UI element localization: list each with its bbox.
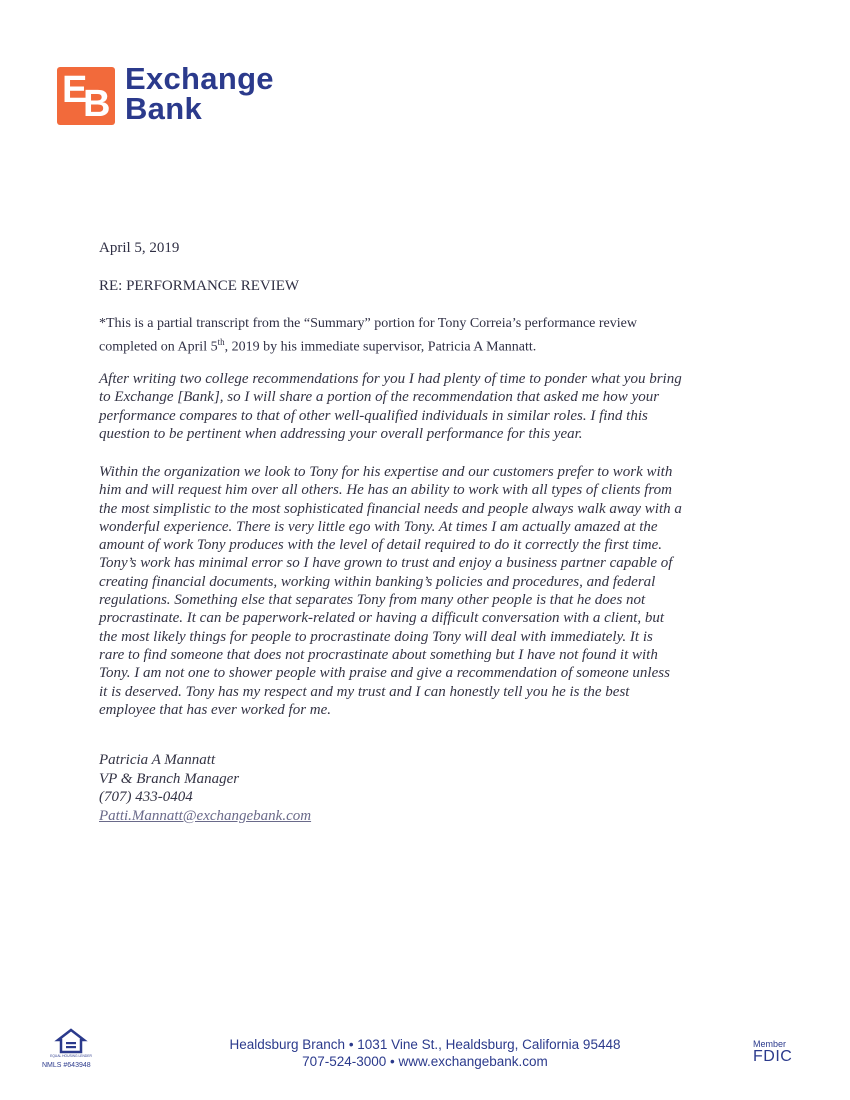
- signer-name: Patricia A Mannatt: [99, 752, 216, 768]
- paragraph-line: question to be pertinent when addressing your overall performance for this year.: [99, 425, 583, 442]
- paragraph-line: it is deserved. Tony has my respect and my trust and I can honestly tell you he is the best: [99, 683, 630, 700]
- footer-contact-line: 707-524-3000 • www.exchangebank.com: [302, 1054, 548, 1069]
- paragraph-line: amount of work Tony produces with the level of detail required to do it correctly the first time.: [99, 537, 662, 554]
- signature-block: [99, 751, 311, 825]
- signer-phone: (707) 433-0404: [99, 789, 193, 805]
- paragraph-line: After writing two college recommendations for you I had plenty of time to ponder what you bring: [99, 371, 682, 387]
- paragraph-line: rare to find someone that does not procrastinate about something but I have not found it with: [99, 646, 658, 663]
- signer-title: VP & Branch Manager: [99, 770, 240, 787]
- paragraph-line: Tony. I am not one to shower people with praise and give a recommendation of someone unless: [99, 665, 670, 682]
- fdic-member-label: Member: [753, 1039, 787, 1049]
- paragraph-line: creating financial documents, working within banking’s policies and procedures, and federal: [99, 573, 656, 590]
- letter-subject: RE: PERFORMANCE REVIEW: [99, 278, 300, 294]
- fdic-label: FDIC: [753, 1048, 793, 1065]
- paragraph-line: the most simplistic to the most sophisticated financial needs and people always walk away with a: [99, 500, 682, 517]
- nmls-number: NMLS #643948: [42, 1062, 91, 1069]
- paragraph-line: wonderful experience. There is very little ego with Tony. At times I am actually amazed at the: [99, 518, 658, 535]
- letter-date: April 5, 2019: [99, 240, 180, 256]
- paragraph-line: Within the organization we look to Tony for his expertise and our customers prefer to work with: [99, 464, 673, 480]
- footer-address: [0, 1036, 850, 1070]
- paragraph-line: to Exchange [Bank], so I will share a portion of the recommendation that asked me how your: [99, 389, 660, 406]
- transcript-note: [99, 315, 637, 357]
- paragraph-1: [99, 370, 682, 443]
- paragraph-line: him and will request him over all others. He has an ability to work with all types of clients from: [99, 482, 673, 499]
- note-line: *This is a partial transcript from the “Summary” portion for Tony Correia’s performance review: [99, 316, 637, 331]
- paragraph-line: performance compares to that of other well-qualified individuals in similar roles. I find this: [99, 407, 648, 424]
- paragraph-line: Tony’s work has minimal error so I have grown to trust and enjoy a business partner capable of: [99, 555, 673, 572]
- eb-badge-icon: [57, 67, 115, 125]
- logo-line-2: Bank: [125, 91, 203, 126]
- logo-wordmark: [125, 61, 274, 126]
- logo-line-1: Exchange: [125, 61, 274, 96]
- paragraph-line: procrastinate. It can be paperwork-related or having a difficult conversation with a client, but: [99, 610, 665, 627]
- paragraph-line: employee that has ever worked for me.: [99, 701, 332, 718]
- logo-initial-b: B: [83, 83, 111, 125]
- paragraph-2: [99, 463, 682, 719]
- paragraph-line: regulations. Something else that separates Tony from many other people is that he does not: [99, 592, 646, 609]
- footer-branch-line: Healdsburg Branch • 1031 Vine St., Healdsburg, California 95448: [229, 1037, 621, 1052]
- logo-initial-e: E: [62, 69, 88, 111]
- note-line: completed on April 5th, 2019 by his immediate supervisor, Patricia A Mannatt.: [99, 337, 537, 355]
- signer-email-link[interactable]: Patti.Mannatt@exchangebank.com: [99, 807, 312, 824]
- fdic-member-badge: [753, 1040, 792, 1065]
- paragraph-line: the most likely things for people to procrastinate doing Tony will deal with immediately. It is: [99, 628, 653, 645]
- svg-text:EQUAL HOUSING LENDER: EQUAL HOUSING LENDER: [50, 1054, 92, 1058]
